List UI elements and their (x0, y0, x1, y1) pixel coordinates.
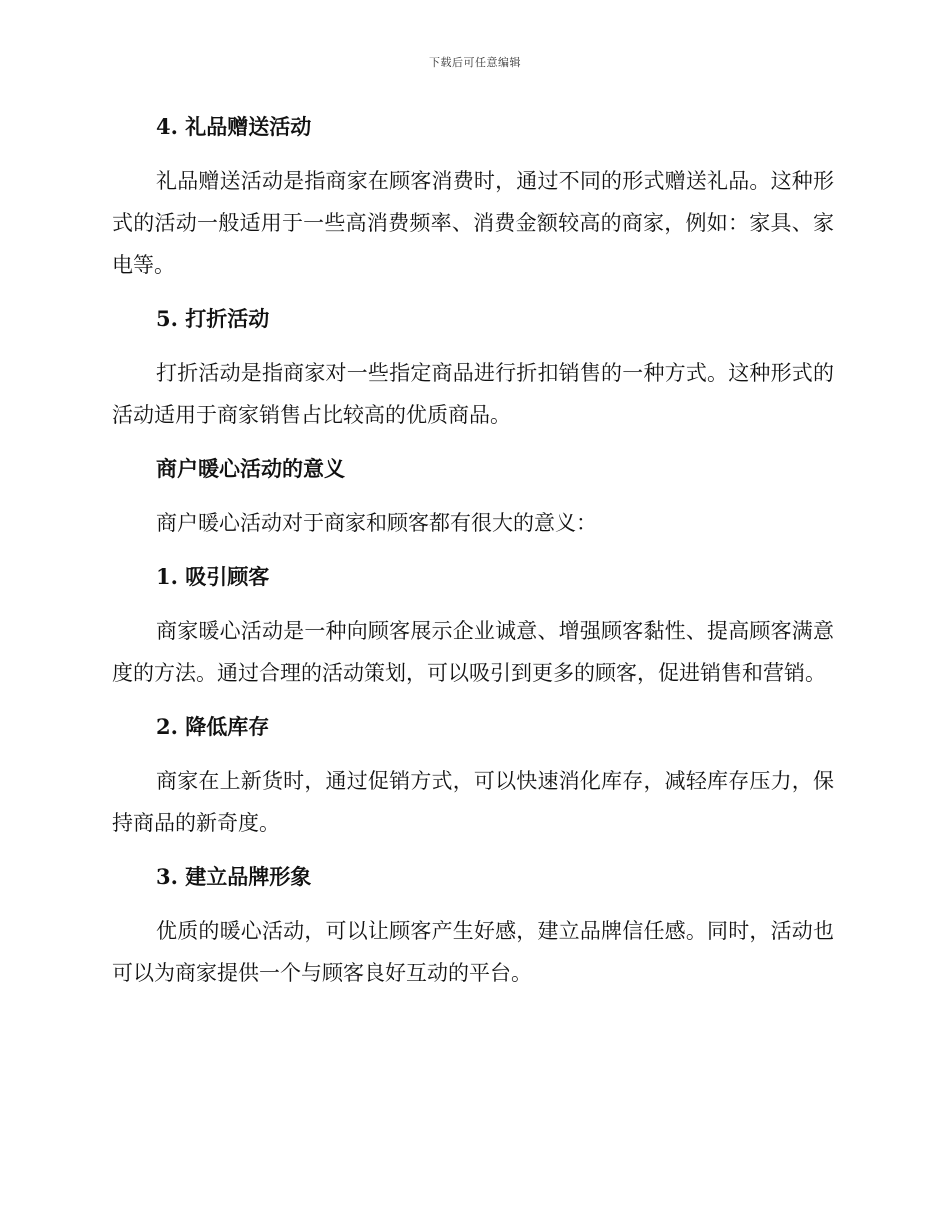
paragraph-significance-intro: 商户暖心活动对于商家和顾客都有很大的意义： (156, 511, 597, 535)
section-heading-inventory: 2. 降低库存 (156, 714, 270, 739)
section-heading-significance: 商户暖心活动的意义 (156, 456, 345, 481)
paragraph-gift: 礼品赠送活动是指商家在顾客消费时，通过不同的形式赠送礼品。这种形式的活动一般适用于一些高消费频率、消费金额较高的商家，例如：家具、家电等。 (112, 169, 834, 277)
paragraph-attract: 商家暖心活动是一种向顾客展示企业诚意、增强顾客黏性、提高顾客满意度的方法。通过合理的活动策划，可以吸引到更多的顾客，促进销售和营销。 (112, 619, 834, 685)
section-heading-discount: 5. 打折活动 (156, 306, 270, 331)
paragraph-discount: 打折活动是指商家对一些指定商品进行折扣销售的一种方式。这种形式的活动适用于商家销售占比较高的优质商品。 (112, 361, 834, 427)
paragraph-brand: 优质的暖心活动，可以让顾客产生好感，建立品牌信任感。同时，活动也可以为商家提供一个与顾客良好互动的平台。 (112, 919, 834, 985)
section-heading-attract: 1. 吸引顾客 (156, 564, 270, 589)
section-heading-brand: 3. 建立品牌形象 (156, 864, 312, 889)
header-note: 下载后可任意编辑 (429, 56, 521, 69)
document-body (112, 108, 834, 994)
paragraph-inventory: 商家在上新货时，通过促销方式，可以快速消化库存，减轻库存压力，保持商品的新奇度。 (112, 769, 834, 835)
section-heading-gift: 4. 礼品赠送活动 (156, 114, 312, 139)
